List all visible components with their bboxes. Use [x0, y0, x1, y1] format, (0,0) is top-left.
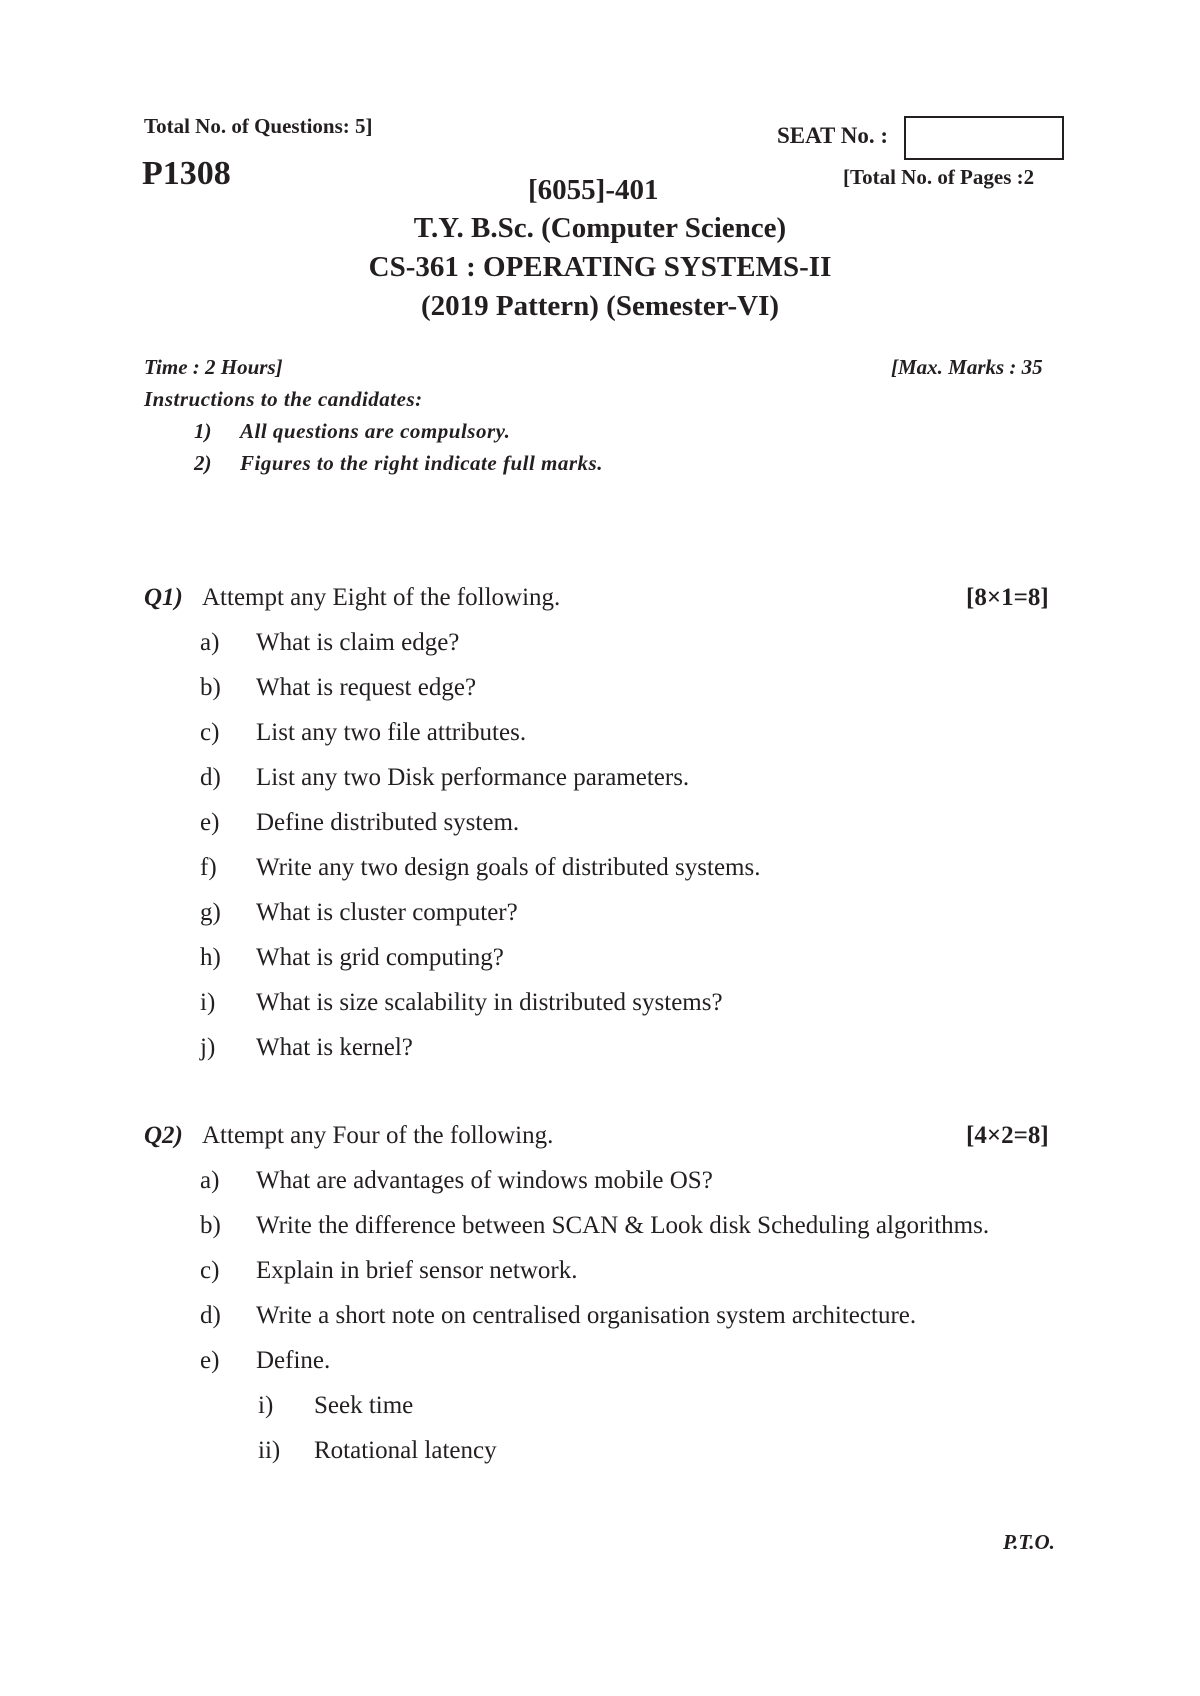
item-label: a) [200, 629, 220, 656]
item-label: h) [200, 944, 221, 971]
q1-title: Attempt any Eight of the following. [202, 584, 561, 611]
item-label: c) [200, 1257, 220, 1284]
item-text: What is grid computing? [256, 944, 504, 971]
instruction-text: All questions are compulsory. [240, 419, 511, 443]
item-text: What is size scalability in distributed systems? [256, 989, 723, 1016]
pattern-semester: (2019 Pattern) (Semester-VI) [420, 290, 780, 322]
course-title: T.Y. B.Sc. (Computer Science) [413, 212, 787, 244]
item-text: Define. [256, 1347, 331, 1374]
seat-number-box[interactable] [904, 116, 1064, 160]
seat-label: SEAT No. : [777, 123, 888, 148]
subject-title: CS-361 : OPERATING SYSTEMS-II [368, 251, 832, 283]
instruction-text: Figures to the right indicate full marks. [240, 451, 603, 475]
paper-code: P1308 [142, 155, 231, 192]
item-label: i) [200, 989, 216, 1016]
item-label: i) [258, 1392, 274, 1419]
item-label: d) [200, 1302, 221, 1329]
item-text: List any two Disk performance parameters. [256, 764, 690, 791]
q2-number: Q2) [144, 1122, 183, 1149]
instruction-number: 1) [194, 419, 212, 443]
total-questions: Total No. of Questions: 5] [144, 114, 373, 138]
item-text: What is request edge? [256, 674, 477, 701]
q1-number: Q1) [144, 584, 183, 611]
item-text: Explain in brief sensor network. [256, 1257, 578, 1284]
item-label: j) [200, 1034, 216, 1061]
q1-marks: [8×1=8] [966, 584, 1049, 611]
item-text: Seek time [314, 1392, 414, 1419]
item-label: f) [200, 854, 217, 881]
item-label: b) [200, 674, 221, 701]
item-label: c) [200, 719, 220, 746]
item-text: Write the difference between SCAN & Look disk Scheduling algorithms. [256, 1212, 990, 1239]
item-label: b) [200, 1212, 221, 1239]
time-limit: Time : 2 Hours] [144, 355, 283, 379]
item-text: What is claim edge? [256, 629, 460, 656]
item-label: g) [200, 899, 221, 926]
instructions-title: Instructions to the candidates: [144, 387, 423, 411]
exam-code: [6055]-401 [528, 174, 659, 206]
instruction-number: 2) [194, 451, 212, 475]
pto-label: P.T.O. [1003, 1530, 1055, 1554]
q2-marks: [4×2=8] [966, 1122, 1049, 1149]
item-text: What is cluster computer? [256, 899, 518, 926]
item-text: Rotational latency [314, 1437, 497, 1464]
item-text: Write a short note on centralised organisation system architecture. [256, 1302, 917, 1329]
item-text: Write any two design goals of distributed systems. [256, 854, 761, 881]
item-label: ii) [258, 1437, 281, 1464]
item-text: What are advantages of windows mobile OS? [256, 1167, 713, 1194]
item-label: a) [200, 1167, 220, 1194]
item-text: What is kernel? [256, 1034, 413, 1061]
item-text: Define distributed system. [256, 809, 520, 836]
item-label: e) [200, 809, 220, 836]
item-text: List any two file attributes. [256, 719, 527, 746]
item-label: d) [200, 764, 221, 791]
total-pages: [Total No. of Pages :2 [843, 165, 1035, 189]
item-label: e) [200, 1347, 220, 1374]
q2-title: Attempt any Four of the following. [202, 1122, 554, 1149]
max-marks: [Max. Marks : 35 [891, 355, 1043, 379]
